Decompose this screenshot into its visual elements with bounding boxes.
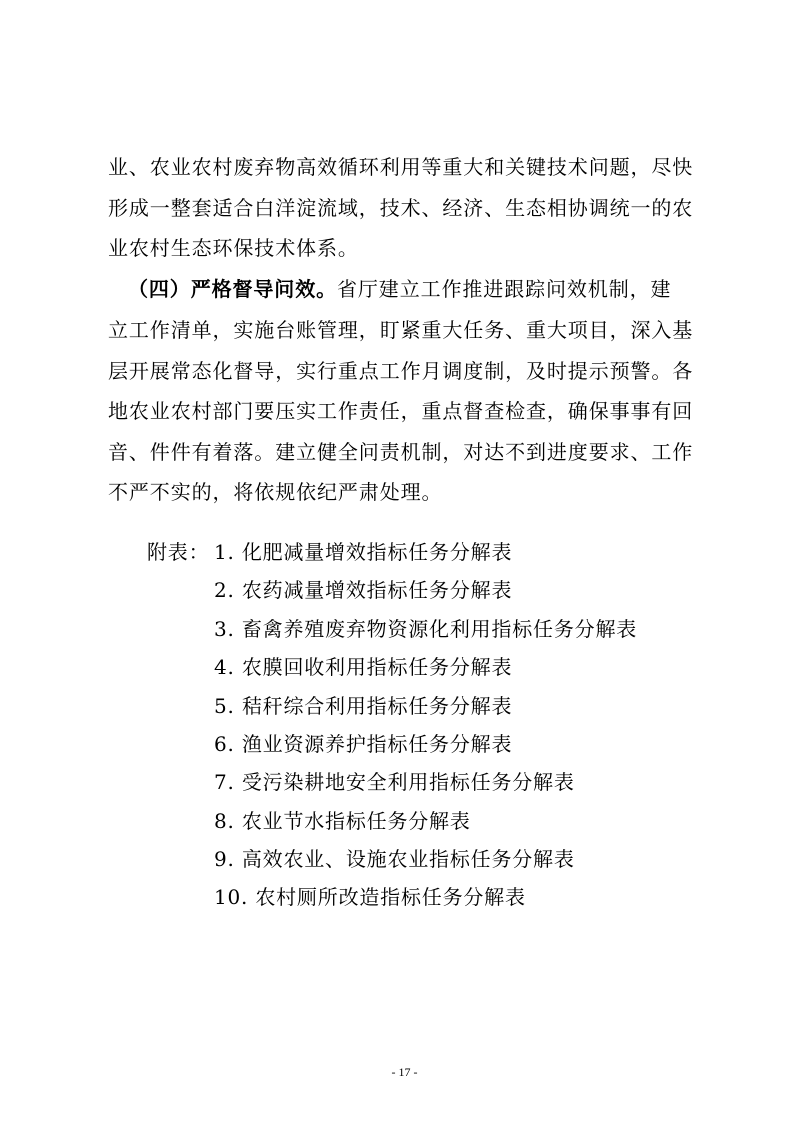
section-line-3: 层开展常态化督导，实行重点工作月调度制，及时提示预警。各 xyxy=(108,359,694,383)
section-line-4: 地农业农村部门要压实工作责任，重点督查检查，确保事事有回 xyxy=(108,399,694,423)
body-line-2: 形成一整套适合白洋淀流域，技术、经济、生态相协调统一的农 xyxy=(108,196,694,220)
section-first-line xyxy=(128,275,671,303)
page-number: - 17 - xyxy=(391,1065,418,1079)
section-heading: （四）严格督导问效。 xyxy=(128,277,337,301)
attachment-item-10: 10. 农村厕所改造指标任务分解表 xyxy=(214,885,526,909)
attachment-item-9: 9. 高效农业、设施农业指标任务分解表 xyxy=(214,847,575,871)
attachment-item-6: 6. 渔业资源养护指标任务分解表 xyxy=(214,732,513,756)
section-line-6: 不严不实的，将依规依纪严肃处理。 xyxy=(108,480,443,504)
body-line-1: 业、农业农村废弃物高效循环利用等重大和关键技术问题，尽快 xyxy=(108,155,694,179)
attachment-item-2: 2. 农药减量增效指标任务分解表 xyxy=(214,578,513,602)
attachment-item-5: 5. 秸秆综合利用指标任务分解表 xyxy=(214,694,513,718)
attachment-item-1: 1. 化肥减量增效指标任务分解表 xyxy=(214,540,513,564)
attachments-label: 附表： xyxy=(147,540,210,564)
attachment-item-8: 8. 农业节水指标任务分解表 xyxy=(214,809,471,833)
section-line-5: 音、件件有着落。建立健全问责机制，对达不到进度要求、工作 xyxy=(108,440,694,464)
attachment-item-3: 3. 畜禽养殖废弃物资源化利用指标任务分解表 xyxy=(214,617,638,641)
body-line-3: 业农村生态环保技术体系。 xyxy=(108,236,359,260)
section-line-2: 立工作清单，实施台账管理，盯紧重大任务、重大项目，深入基 xyxy=(108,318,694,342)
section-first-line-text: 省厅建立工作推进跟踪问效机制，建 xyxy=(337,277,672,301)
attachment-item-7: 7. 受污染耕地安全利用指标任务分解表 xyxy=(214,770,575,794)
attachment-item-4: 4. 农膜回收利用指标任务分解表 xyxy=(214,655,513,679)
